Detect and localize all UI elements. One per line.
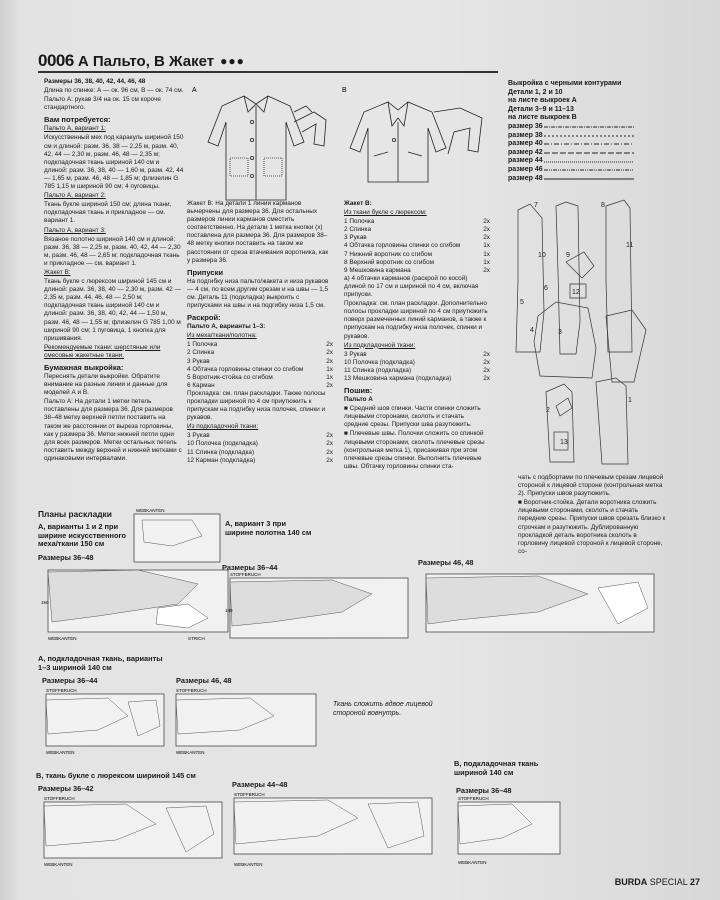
svg-text:6: 6: [544, 285, 548, 292]
plan3b-sheet: [170, 686, 320, 756]
jacket-item: 3 Рукав 2x: [344, 234, 490, 242]
svg-text:140: 140: [225, 608, 233, 613]
legend-size-row: размер 38: [508, 131, 543, 139]
fold-note: Ткань сложить вдвое лицевой стороной вовнутрь.: [333, 701, 433, 717]
cut-item: 4 Обтачка горловины спинки со сгибом 1x: [187, 365, 333, 373]
page-footer: [615, 877, 700, 887]
legend-size-row: размер 44: [508, 157, 543, 165]
fabric-heading: Из ткани букле с люрексом:: [344, 209, 427, 217]
svg-text:1: 1: [628, 397, 632, 404]
jb-heading-2: Жакет В:: [344, 200, 372, 207]
pattern-text-2: Пальто А: На детали 1 метки петель поставлены для размера 36. Для размеров 38–48 метку верхней петли поставить на таком же расстоянии от выреза горловины, как у размера 36. Метки нижней петли одни для всех размеров. Метки остальных петель поставить между верхней и нижней метками с одинаковыми интервалами.: [44, 398, 182, 462]
legend-size-row: размер 48: [508, 174, 543, 182]
v3-heading: Пальто А, вариант 3:: [44, 226, 106, 234]
plan3-title: А, подкладочная ткань, варианты 1–3 шириной 140 см: [38, 654, 163, 672]
svg-text:WEBKANTEN: WEBKANTEN: [136, 508, 165, 513]
sew-p1: ■ Средний шов спинки. Части спинки сложить лицевыми сторонами, сколоть и стачать средние срезы. Припуски шва разутюжить.: [344, 405, 481, 429]
svg-text:WEBKANTEN: WEBKANTEN: [48, 636, 77, 641]
cut-item: 2 Спинка 2x: [187, 349, 333, 357]
svg-text:12: 12: [572, 289, 580, 296]
jacket-item: 2 Спинка 2x: [344, 226, 490, 234]
lining-item: 13 Мешковина кармана (подкладка) 2x: [344, 374, 490, 382]
lining-heading-2: Из подкладочной ткани:: [344, 341, 416, 349]
page-number: 27: [689, 877, 700, 887]
interfacing-text: Прокладка: см. план раскладки. Также полосы прокладки шириной по 4 см приутюжить к припускам на подгибку низа полочек, спинки и рукавов.: [187, 389, 326, 422]
lining-item: 11 Спинка (подкладка) 2x: [344, 366, 490, 374]
svg-text:2: 2: [546, 407, 550, 414]
svg-text:150: 150: [41, 600, 49, 605]
plan1-sheet-top: [132, 506, 224, 564]
sew-heading: Пошив:: [344, 386, 373, 396]
lining-item: 10 Полочка (подкладка) 2x: [344, 358, 490, 366]
plan4-sheet: [36, 794, 226, 874]
plan4-title: В, ткань букле с люрексом шириной 145 см: [36, 771, 196, 780]
col4-p2: ■ Воротник-стойка. Детали воротника сложить лицевыми сторонами, сколоть и стачать передние срезы. Припуски швов срезать близко к строчкам и разутюжить. Дублированную прокладкой деталь воротника сколоть в горловину лицевой стороной к лицевой стороне, со-: [518, 499, 666, 555]
sketch-label-b: В: [342, 87, 347, 94]
svg-text:10: 10: [538, 252, 546, 259]
jb-heading: Жакет В:: [44, 268, 71, 276]
pattern-legend: [508, 80, 640, 183]
legend-size-row: размер 40: [508, 140, 543, 148]
svg-text:STRICH: STRICH: [188, 636, 205, 641]
cut-item: 6 Карман 2x: [187, 381, 333, 389]
plan5-sizes: Размеры 36–48: [456, 786, 512, 795]
sizes-line: Размеры 36, 38, 40, 42, 44, 46, 48: [44, 78, 146, 85]
legend-size-row: размер 42: [508, 148, 543, 156]
difficulty-dots: ●●●: [220, 54, 245, 68]
jacket-item: 4 Обтачка горловины спинки со сгибом 1x: [344, 242, 490, 250]
welt-text: а) 4 обтачки карманов (раскрой по косой) длиной по 17 см и шириной по 4 см, включая припуски.: [344, 274, 479, 299]
svg-text:11: 11: [626, 242, 634, 249]
col4-p1: чать с подбортами по плечевым срезам лицевой стороной к лицевой стороне (контрольная метка 2). Припуски швов разутюжить.: [518, 474, 664, 498]
plan2b-sizes: Размеры 46, 48: [418, 558, 474, 567]
legend-line-4: на листе выкроек В: [508, 114, 577, 122]
column-sewing-cont: [518, 474, 666, 557]
jacket-item: 8 Верхний воротник со сгибом 1x: [344, 258, 490, 266]
footer-special: SPECIAL: [649, 877, 688, 887]
pattern-text: Переснять детали выкройки. Обратите внимание на разные линии и данные для моделей А и В.: [44, 373, 168, 397]
lining-item: 3 Рукав 2x: [344, 350, 490, 358]
jacket-item: 1 Полочка 2x: [344, 218, 490, 226]
interfacing-text-2: Прокладка: см. план раскладки. Дополнительно полосы прокладки шириной по 4 см приутюжить поверх размеченных линий карманов, а также к припускам на подгибку низа полочек, спинки и рукавов.: [344, 300, 488, 340]
cut-sub2: Из меха/ткани/полотна:: [187, 332, 257, 340]
column-materials: [44, 78, 184, 464]
svg-text:WEBKANTEN: WEBKANTEN: [176, 750, 205, 755]
legend-size-row: размер 46: [508, 165, 543, 173]
jacket-item: 7 Нижний воротник со сгибом 1x: [344, 250, 490, 258]
allow-text: На подгибку низа пальто/жакета и низа рукавов — 4 см, по всем другим срезам и на швы — 1,5 см. Деталь 11 (подкладка) выкроить с припусками на швы и на подгибку низа 1,5 см.: [187, 277, 329, 310]
jb-button-text: Жакет В: На детали 1 линии карманов вычерчены для размера 36. Для остальных размеров линии карманов сместить соответственно. На детали 1 метка кнопки (x) поставлена для размера 36. Для размеров 38–48 метку кнопки поставить на таком же расстоянии от среза втачивания воротника, как у размера 36.: [187, 200, 329, 264]
v1-heading: Пальто А, вариант 1:: [44, 125, 106, 133]
plan1-sizes: Размеры 36–48: [38, 553, 94, 562]
lining-heading: Из подкладочной ткани:: [187, 423, 259, 431]
cut-item: 1 Полочка 2x: [187, 341, 333, 349]
v1-text: Искусственный мех под каракуль шириной 150 см и длиной: разм. 36, 38 — 2,25 м, разм. 40, 42, 44 — 2,30 м, разм. 46, 48 — 2,35 м; подкладочная ткань шириной 140 см и длиной: разм. 36, 38, 40 — 1,60 м, разм. 42, 44 — 1,65 м, разм. 46, 48 — 1,85 м; флизелин G 785 1,15 м шириной 90 см; 4 пуговицы.: [44, 134, 184, 191]
svg-text:13: 13: [560, 439, 568, 446]
svg-text:STOFFBRUCH: STOFFBRUCH: [230, 572, 261, 577]
plan2-sheet: [222, 572, 412, 644]
jb-text: Ткань букле с люрексом шириной 145 см и длиной: разм. 36, 38, 40 — 2,30 м, разм. 42 — 2,35 м, разм. 44, 46, 48 — 2,50 м; подкладочная ткань шириной 140 см и длиной: разм. 36, 38, 40, 42, 44 — 1,50 м, разм. 46, 48 — 1,55 м; флизелин G 785 1,00 м шириной 90 см; 1 пуговица, 1 кнопка для пришивания.: [44, 278, 181, 342]
plan3-sheet: [38, 686, 168, 756]
svg-text:3: 3: [558, 329, 562, 336]
svg-text:WEBKANTEN: WEBKANTEN: [458, 860, 487, 865]
coat-sketch-a: [186, 82, 336, 207]
svg-text:STOFFBRUCH: STOFFBRUCH: [46, 688, 77, 693]
cut-sub: Пальто А, варианты 1–3:: [187, 323, 266, 331]
plan4b-sheet: [228, 790, 438, 870]
svg-text:STOFFBRUCH: STOFFBRUCH: [176, 688, 207, 693]
cut-item: 3 Рукав 2x: [187, 357, 333, 365]
plan2-sizes: Размеры 36–44: [222, 563, 278, 572]
lengths-line: Длина по спинке: А — ок. 96 см, В — ок. 74 см.: [44, 87, 184, 95]
lining-item: 12 Карман (подкладка) 2x: [187, 456, 333, 464]
plan2b-sheet: [418, 568, 658, 640]
lining-item: 10 Полочка (подкладка) 2x: [187, 440, 333, 448]
cut-item: 5 Воротник-стойка со сгибом 1x: [187, 373, 333, 381]
cut-heading: Раскрой:: [187, 313, 221, 323]
plan5-title: В, подкладочная ткань шириной 140 см: [454, 759, 539, 777]
sew-p2: ■ Плечевые швы. Полочки сложить со спинкой лицевыми сторонами, сколоть плечевые срезы (контрольная метка 1), присаживая при этом плечевые срезы спинки. Выполнить плечевые швы. Обтачку горловины спинки ста-: [344, 430, 485, 470]
legend-line-1: Детали 1, 2 и 10: [508, 88, 563, 96]
plan3-sizes: Размеры 36–44: [42, 676, 98, 685]
lining-item: 3 Рукав 2x: [187, 432, 333, 440]
lining-item: 11 Спинка (подкладка) 2x: [187, 448, 333, 456]
variant3-line: Пальто А: рукав 3/4 на ок. 15 см короче стандартного.: [44, 96, 161, 112]
pattern-heading: Бумажная выкройка:: [44, 363, 124, 372]
jacket-sketch-b: [336, 82, 486, 207]
need-heading: Вам потребуется:: [44, 115, 111, 125]
jacket-item: 9 Мешковина кармана 2x: [344, 266, 490, 274]
plan5-sheet: [452, 794, 564, 866]
pattern-header: [38, 50, 598, 72]
sew-sub: Пальто А: [344, 396, 373, 404]
sketch-label-a: А: [192, 87, 197, 94]
svg-text:WEBKANTEN: WEBKANTEN: [46, 750, 75, 755]
v3-text: Вязаное полотно шириной 140 см и длиной: разм. 36, 38 — 2,25 м, разм. 40, 42, 44 — 2,30 м, разм. 46, 48 — 2,65 м; подкладочная ткань и прикладное — см. вариант 1.: [44, 235, 181, 267]
legend-line-2: на листе выкроек А: [508, 97, 577, 105]
legend-size-row: размер 36: [508, 122, 543, 130]
column-jacket: [344, 200, 490, 472]
column-cutting: [187, 200, 333, 465]
svg-text:STOFFBRUCH: STOFFBRUCH: [234, 792, 265, 797]
svg-text:STOFFBRUCH: STOFFBRUCH: [44, 796, 75, 801]
svg-text:8: 8: [601, 202, 605, 209]
pattern-number: 0006: [38, 51, 74, 70]
plan2-title: А, вариант 3 при ширине полотна 140 см: [225, 519, 312, 537]
rec-text: Рекомендуемые ткани: шерстяные или смесовые жакетные ткани.: [44, 343, 161, 359]
svg-text:STOFFBRUCH: STOFFBRUCH: [458, 796, 489, 801]
legend-title: Выкройка с черными контурами: [508, 80, 622, 87]
plan4-sizes: Размеры 36–42: [38, 784, 94, 793]
svg-text:5: 5: [520, 299, 524, 306]
plan1-title: А, варианты 1 и 2 при ширине искусственного меха/ткани 150 см: [38, 522, 127, 549]
plan3b-sizes: Размеры 46, 48: [176, 676, 232, 685]
plan4b-sizes: Размеры 44–48: [232, 780, 288, 789]
svg-text:4: 4: [530, 327, 534, 334]
footer-brand: BURDA: [614, 877, 648, 887]
pattern-pieces-diagram: [506, 192, 656, 470]
v2-heading: Пальто А, вариант 2:: [44, 192, 106, 200]
v2-text: Ткань букле шириной 150 см; длина ткани, подкладочная ткань и прикладное — см. вариант 1.: [44, 201, 172, 225]
plans-title: Планы раскладки: [38, 509, 112, 519]
svg-text:9: 9: [566, 252, 570, 259]
svg-text:7: 7: [534, 202, 538, 209]
legend-line-3: Детали 3–9 и 11–13: [508, 105, 574, 113]
svg-text:WEBKANTEN: WEBKANTEN: [234, 862, 263, 867]
header-rule: [38, 71, 498, 73]
allow-heading: Припуски: [187, 267, 224, 277]
pattern-title: А Пальто, В Жакет: [77, 52, 215, 70]
svg-text:WEBKANTEN: WEBKANTEN: [44, 862, 73, 867]
